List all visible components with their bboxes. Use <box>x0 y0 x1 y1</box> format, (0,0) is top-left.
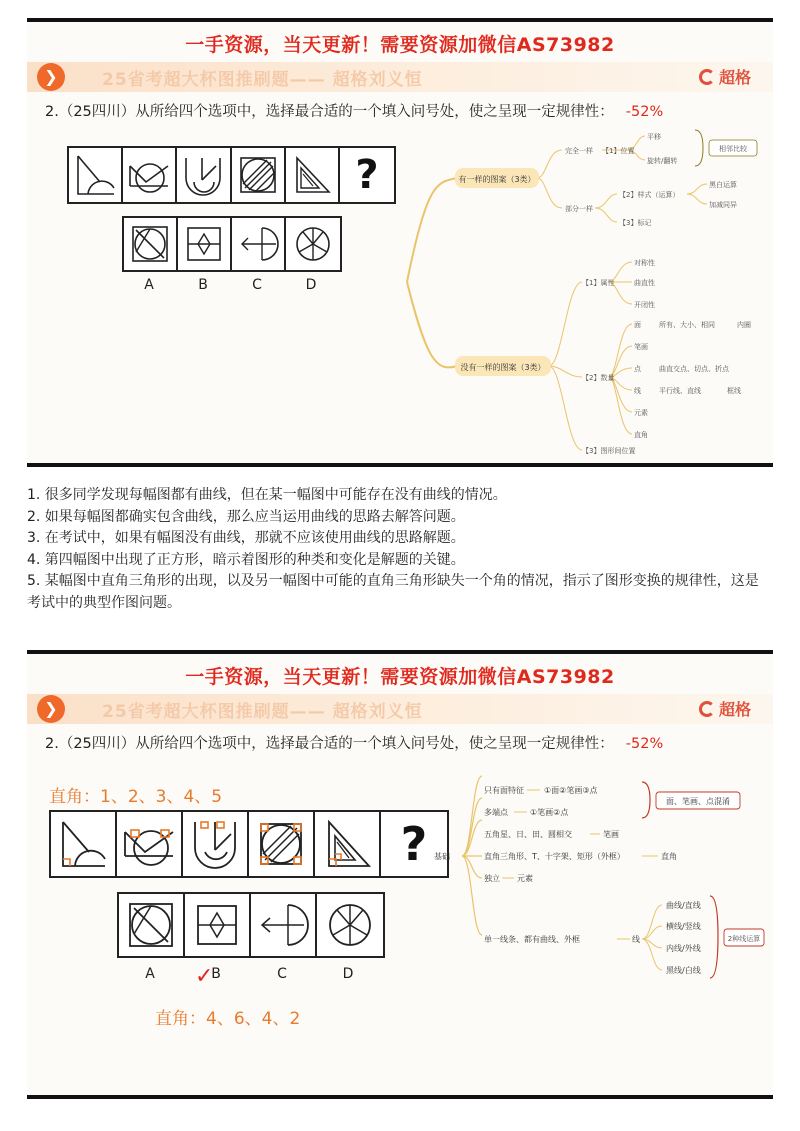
banner-title: 25省考超大杯图推刷题—— 超格刘义恒 <box>102 70 423 90</box>
mm1-branch-1: 有一样的图案（3类） <box>458 175 536 184</box>
mm1-b1-sub1: 完全一样 <box>565 147 593 155</box>
option-labels <box>122 277 338 293</box>
note-2: 2. 如果每幅图都确实包含曲线，那么应当运用曲线的思路去解答问题。 <box>27 508 465 525</box>
option-label-c[interactable]: C <box>277 966 287 982</box>
mm1-b1-sub2-item2: 【3】标记 <box>619 219 652 227</box>
brand-logo <box>699 65 751 88</box>
mm2-n4: 直角三角形、T、十字架、矩形（外框） <box>484 852 625 861</box>
checkmark-icon: ✓ <box>195 964 214 989</box>
mm1-b2-sub2-leaf6: 直角 <box>634 431 648 439</box>
mm1-b2-sub2-leaf1: 面 <box>634 321 641 329</box>
option-label-d[interactable]: D <box>342 966 354 982</box>
mm2-n1-detail: ①面②笔画③点 <box>544 786 598 795</box>
mm1-b2-sub2: 【2】数量 <box>582 374 615 382</box>
option-figure-d[interactable] <box>317 894 383 956</box>
figure-1 <box>69 148 123 202</box>
figure-5 <box>315 812 381 876</box>
mm1-branch-2: 没有一样的图案（3类） <box>460 363 546 372</box>
mm1-b2-sub2-leaf1-extra: 内圈 <box>737 321 751 329</box>
mm2-root: 基础 <box>434 852 450 861</box>
mm1-b2-sub1-leaf2: 曲直性 <box>634 279 655 287</box>
mm2-n2-detail: ①笔画②点 <box>530 808 569 817</box>
right-angle-count-top: 直角：1、2、3、4、5 <box>49 787 223 807</box>
options-figure-strip <box>122 216 342 272</box>
promo-text: 一手资源，当天更新！需要资源加微信AS73982 <box>185 666 615 688</box>
slide-2 <box>27 650 773 1099</box>
option-figure-a[interactable] <box>124 218 178 270</box>
options-figure-strip <box>117 892 385 958</box>
option-figure-b[interactable] <box>185 894 251 956</box>
mm1-b2-sub1: 【1】属性 <box>582 279 615 287</box>
title-banner <box>27 694 773 724</box>
brand-name: 超格 <box>718 68 751 87</box>
figure-4 <box>249 812 315 876</box>
option-figure-c[interactable] <box>251 894 317 956</box>
figure-3 <box>177 148 231 202</box>
mm1-b1-sub2-leaf2: 加减同异 <box>709 201 737 209</box>
question-body: 2.（25四川）从所给四个选项中，选择最合适的一个填入问号处，使之呈现一定规律性： <box>45 736 614 752</box>
figure-2 <box>123 148 177 202</box>
brand-c-icon <box>699 701 715 717</box>
mm1-b1-leaf2: 旋转/翻转 <box>647 157 678 165</box>
mm1-b2-sub2-leaf4-detail: 平行线、直线 <box>659 387 701 395</box>
mm1-b2-sub2-leaf4: 线 <box>634 387 641 395</box>
figure-5 <box>286 148 340 202</box>
question-mark: ? <box>355 152 379 198</box>
mm2-n3-detail: 笔画 <box>603 830 619 839</box>
chevron-right-icon: ❯ <box>37 695 65 723</box>
mm1-b2-sub1-leaf3: 开闭性 <box>634 301 655 309</box>
option-label-a[interactable]: A <box>145 966 155 982</box>
mm1-b2-sub2-leaf1-detail: 所有、大小、相同 <box>659 321 715 329</box>
mm1-b1-sub1-item: 【1】位置 <box>602 147 635 155</box>
mm1-b2-sub2-leaf4-extra: 框线 <box>727 387 741 395</box>
option-figure-a[interactable] <box>119 894 185 956</box>
mm1-b1-box: 相邻比较 <box>719 145 747 153</box>
title-banner <box>27 62 773 92</box>
mm2-n4-detail: 直角 <box>661 852 677 861</box>
figure-1 <box>51 812 117 876</box>
figure-4 <box>232 148 286 202</box>
brand-c-icon <box>699 69 715 85</box>
chevron-right-icon: ❯ <box>37 63 65 91</box>
question-text <box>45 732 663 753</box>
mm1-b1-leaf1: 平移 <box>647 133 661 141</box>
mm1-b1-sub2: 部分一样 <box>565 205 593 213</box>
right-angle-count-bottom: 直角：4、6、4、2 <box>155 1009 301 1029</box>
mm1-b2-sub3: 【3】图形间位置 <box>582 447 636 455</box>
mm2-box1: 面、笔画、点混淆 <box>666 797 730 806</box>
mm2-n3: 五角星、日、田、圆相交 <box>484 830 572 839</box>
explanation-notes <box>27 485 767 614</box>
brand-name: 超格 <box>718 700 751 719</box>
mm2-n2: 多端点 <box>484 808 508 817</box>
note-4: 4. 第四幅图中出现了正方形，暗示着图形的种类和变化是解题的关键。 <box>27 551 465 568</box>
mm1-b2-sub2-leaf3: 点 <box>634 365 641 373</box>
option-labels <box>117 966 381 982</box>
mm2-box2: 2种线运算 <box>727 935 761 943</box>
question-body: 2.（25四川）从所给四个选项中，选择最合适的一个填入问号处，使之呈现一定规律性： <box>45 104 614 120</box>
slide-1 <box>27 18 773 467</box>
mm2-n1: 只有面特征 <box>484 786 524 795</box>
mm2-n5-detail: 元素 <box>517 874 533 883</box>
question-figure-strip <box>67 146 396 204</box>
note-1: 1. 很多同学发现每幅图都有曲线，但在某一幅图中可能存在没有曲线的情况。 <box>27 487 507 503</box>
option-label-d[interactable]: D <box>305 277 317 293</box>
mm2-n6-detail: 线 <box>632 935 640 944</box>
option-label-b[interactable]: B <box>198 277 208 293</box>
question-percent: -52% <box>625 104 664 120</box>
mm2-leaf4: 黑线/白线 <box>666 966 701 975</box>
banner-title: 25省考超大杯图推刷题—— 超格刘义恒 <box>102 702 423 722</box>
option-figure-c[interactable] <box>232 218 286 270</box>
option-label-c[interactable]: C <box>252 277 262 293</box>
option-label-b[interactable]: B <box>211 966 221 982</box>
figure-2 <box>117 812 183 876</box>
option-label-a[interactable]: A <box>144 277 154 293</box>
note-3: 3. 在考试中，如果有幅图没有曲线，那就不应该使用曲线的思路解题。 <box>27 530 465 546</box>
mm2-leaf2: 横线/竖线 <box>666 922 701 931</box>
question-mark: ? <box>400 817 428 871</box>
mm1-b2-sub2-leaf2: 笔画 <box>634 343 648 351</box>
mm1-b2-sub2-leaf5: 元素 <box>634 409 648 417</box>
option-figure-b[interactable] <box>178 218 232 270</box>
figure-3 <box>183 812 249 876</box>
option-figure-d[interactable] <box>286 218 340 270</box>
mm2-n5: 独立 <box>484 874 500 883</box>
figure-question-slot <box>340 148 394 202</box>
question-text <box>45 100 663 121</box>
mm1-b2-sub1-leaf1: 对称性 <box>634 259 655 267</box>
mm1-b1-sub2-leaf1: 黑白运算 <box>709 181 737 189</box>
note-5: 5. 某幅图中直角三角形的出现，以及另一幅图中可能的直角三角形缺失一个角的情况，指示了图形变换的规律性，这是考试中的典型作图问题。 <box>27 573 759 611</box>
promo-text: 一手资源，当天更新！需要资源加微信AS73982 <box>185 34 615 56</box>
mm2-leaf1: 曲线/直线 <box>666 901 701 910</box>
question-percent: -52% <box>625 736 664 752</box>
mm1-b1-sub2-item1: 【2】样式（运算） <box>619 191 680 199</box>
mindmap-2 <box>432 770 768 990</box>
mm1-b2-sub2-leaf3-detail: 曲直交点、切点、折点 <box>659 365 729 373</box>
question-figure-strip <box>49 810 449 878</box>
brand-logo <box>699 697 751 720</box>
mm2-leaf3: 内线/外线 <box>666 944 701 953</box>
mindmap-1 <box>397 122 773 467</box>
mm2-n6: 单一线条、都有曲线、外框 <box>484 935 580 944</box>
